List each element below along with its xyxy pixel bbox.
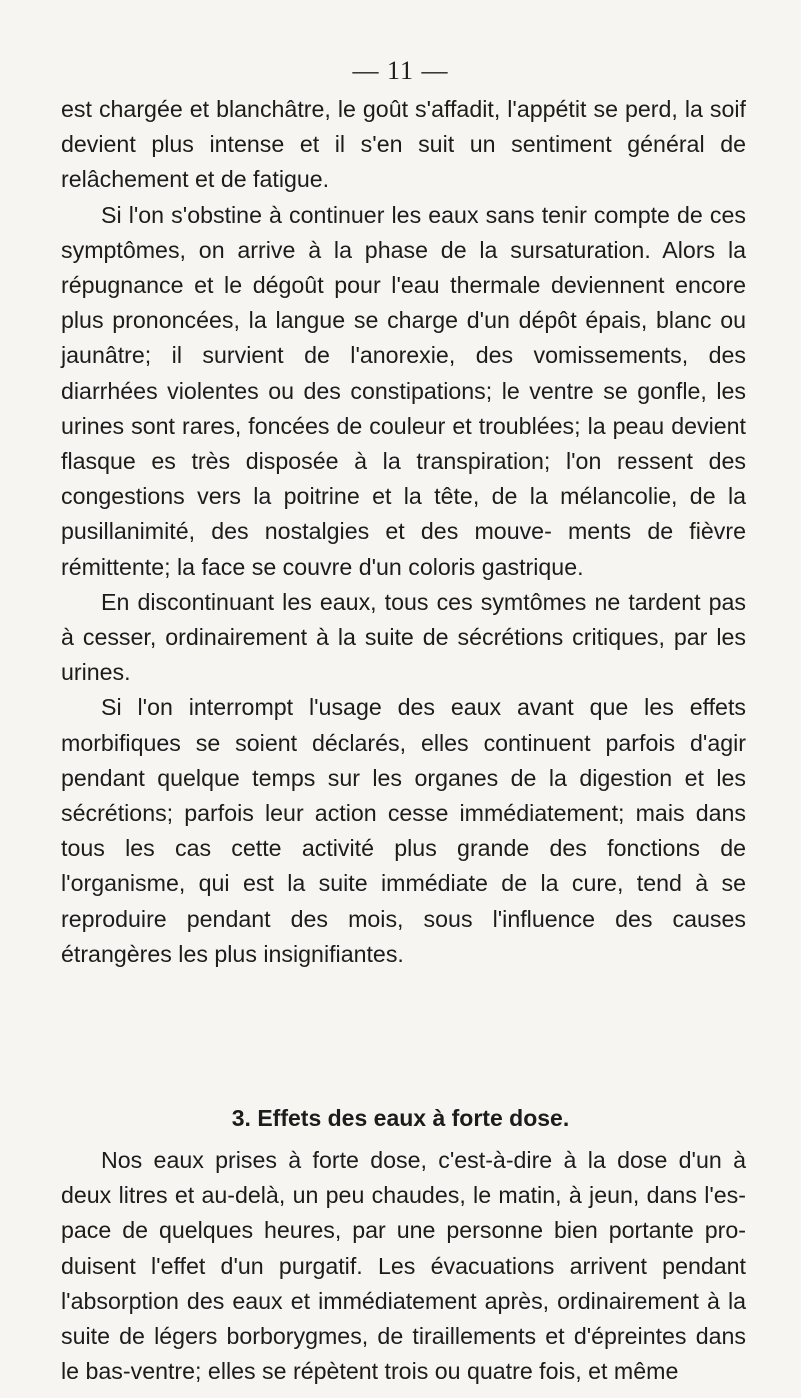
paragraph: est chargée et blanchâtre, le goût s'affadit, l'appétit se perd, la soif devient plus intense et il s'en suit un sentiment général de relâchement et de fatigue. <box>61 96 746 193</box>
paragraph: En discontinuant les eaux, tous ces symtômes ne tardent pas à cesser, ordinairement à la suite de sécrétions critiques, par les urines. <box>61 588 746 686</box>
body-text <box>61 92 746 972</box>
page-number: — 11 — <box>352 56 449 85</box>
section-text <box>61 1143 746 1389</box>
paragraph: Nos eaux prises à forte dose, c'est-à-dire à la dose d'un à deux litres et au-delà, un peu chaudes, le matin, à jeun, dans l'es- pace de quelques heures, par une personne bien portante pro- duisent l'effet d'un purgatif. Les évacuations arrivent pendant l'absorption des eaux et immédiatement après, ordinairement à la suite de légers borborygmes, de tiraillements et d'épreintes dans le bas-ventre; elles se répètent trois ou quatre fois, et même <box>61 1147 746 1385</box>
paragraph: Si l'on interrompt l'usage des eaux avant que les effets morbifiques se soient déclarés, elles continuent parfois d'agir pendant quelque temps sur les organes de la digestion et les sécrétions; parfois leur action cesse immédiatement; mais dans tous les cas cette activité plus grande des fonctions de l'organisme, qui est la suite immédiate de la cure, tend à se reproduire pendant des mois, sous l'influence des causes étrangères les plus insignifiantes. <box>61 694 746 967</box>
section-heading: 3. Effets des eaux à forte dose. <box>231 1105 570 1131</box>
paragraph: Si l'on s'obstine à continuer les eaux sans tenir compte de ces symptômes, on arrive à la phase de la sursaturation. Alors la répugnance et le dégoût pour l'eau thermale deviennent encore plus prononcées, la langue se charge d'un dépôt épais, blanc ou jaunâtre; il survient de l'anorexie, des vomissements, des diarrhées violentes ou des constipations; le ventre se gonfle, les urines sont rares, foncées de couleur et troublées; la peau devient flasque es très disposée à la transpiration; l'on ressent des congestions vers la poitrine et la tête, de la mélancolie, de la pusillanimité, des nostalgies et des mouve- ments de fièvre rémittente; la face se couvre d'un coloris gastrique. <box>61 201 746 580</box>
